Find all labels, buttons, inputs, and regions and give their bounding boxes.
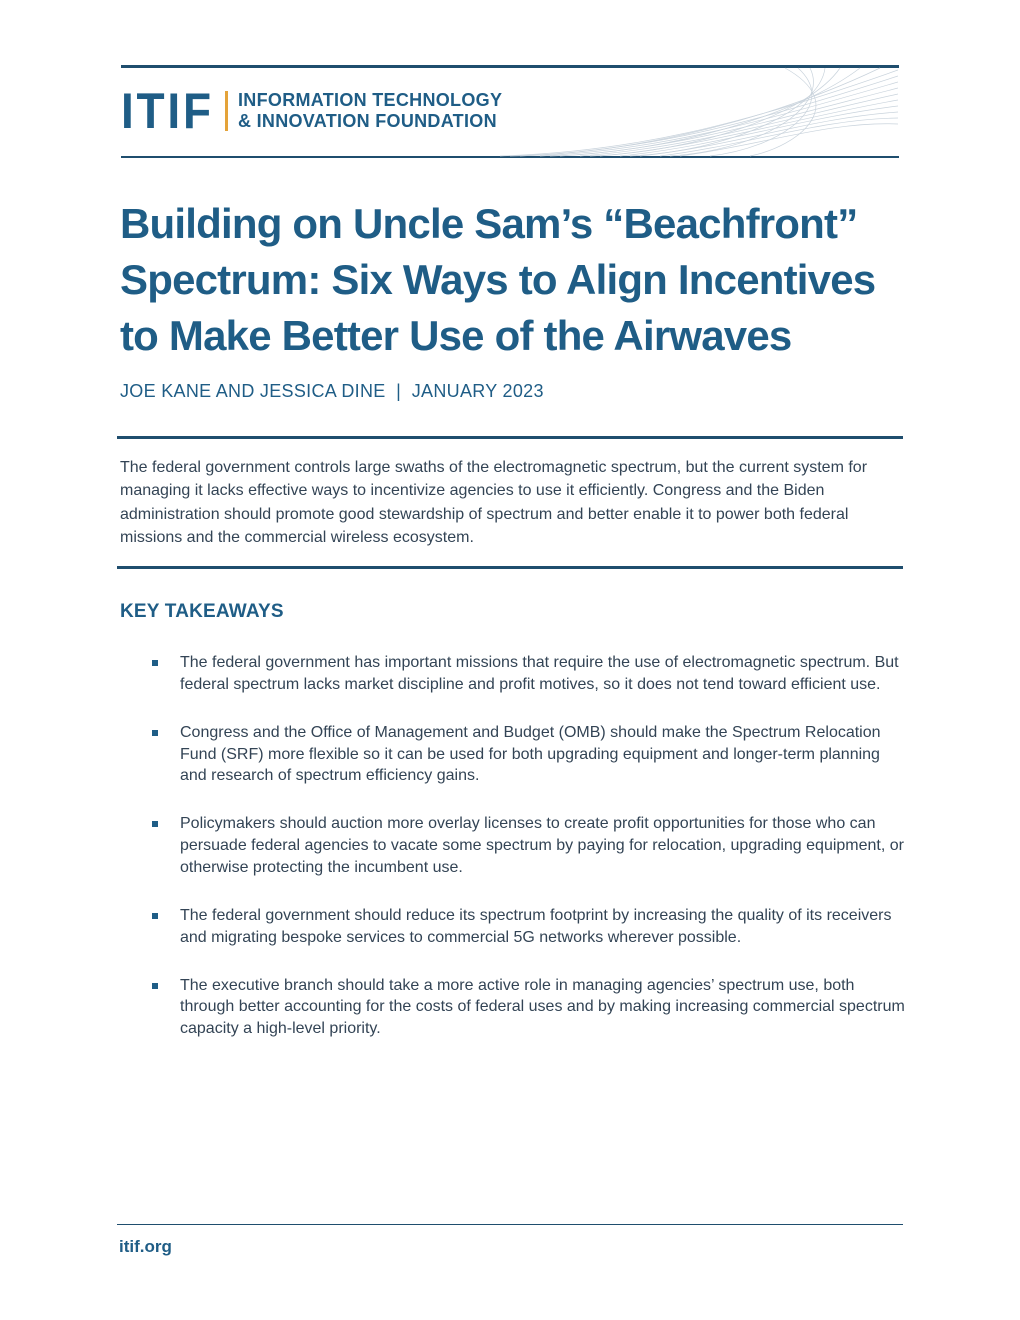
square-bullet-icon [152, 730, 158, 736]
list-item [150, 975, 910, 1040]
list-item [150, 652, 910, 695]
byline: JOE KANE AND JESSICA DINE | JANUARY 2023 [120, 381, 544, 401]
logo-separator [225, 91, 228, 131]
website-link[interactable]: itif.org [119, 1237, 172, 1256]
header-logo [121, 83, 503, 139]
key-takeaways-heading: KEY TAKEAWAYS [120, 601, 284, 622]
takeaway-text: Policymakers should auction more overlay licenses to create profit opportunities for those who can persuade federal agencies to vacate some spectrum by paying for relocation, upgrading equipment, or otherwise protecting the incumbent use. [180, 815, 904, 876]
square-bullet-icon [152, 660, 158, 666]
report-title: Building on Uncle Sam’s “Beachfront” Spectrum: Six Ways to Align Incentives to Make Better Use of the Airwaves [120, 200, 876, 359]
key-takeaways-list [150, 652, 910, 1066]
square-bullet-icon [152, 913, 158, 919]
takeaway-text: The federal government has important missions that require the use of electromagnetic spectrum. But federal spectrum lacks market discipline and profit motives, so it does not tend toward efficient use. [180, 654, 899, 693]
org-name-line1: INFORMATION TECHNOLOGY [238, 90, 503, 110]
takeaway-text: The executive branch should take a more active role in managing agencies’ spectrum use, both through better accounting for the costs of federal uses and by making increasing commercial spectrum capacity a high-level priority. [180, 976, 905, 1037]
list-item [150, 813, 910, 878]
square-bullet-icon [152, 983, 158, 989]
takeaway-text: The federal government should reduce its spectrum footprint by increasing the quality of its receivers and migrating bespoke services to commercial 5G networks wherever possible. [180, 906, 892, 946]
list-item [150, 722, 910, 787]
org-name [238, 90, 502, 132]
wave-lines-graphic [480, 66, 898, 158]
summary-paragraph: The federal government controls large swaths of the electromagnetic spectrum, but the current system for managing it lacks effective ways to incentivize agencies to use it efficiently. Congress and the Biden administration should promote good stewardship of spectrum and better enable it to power both federal missions and the commercial wireless ecosystem. [120, 459, 868, 547]
list-item [150, 905, 910, 948]
takeaway-text: Congress and the Office of Management and Budget (OMB) should make the Spectrum Relocation Fund (SRF) more flexible so it can be used for both upgrading equipment and longer-term planning and research of spectrum efficiency gains. [180, 723, 881, 785]
summary-top-rule [117, 436, 903, 439]
logo-mark: ITIF [121, 83, 214, 139]
summary-bottom-rule [117, 566, 903, 569]
square-bullet-icon [152, 821, 158, 827]
org-name-line2: & INNOVATION FOUNDATION [238, 111, 497, 131]
footer-rule [117, 1224, 903, 1225]
